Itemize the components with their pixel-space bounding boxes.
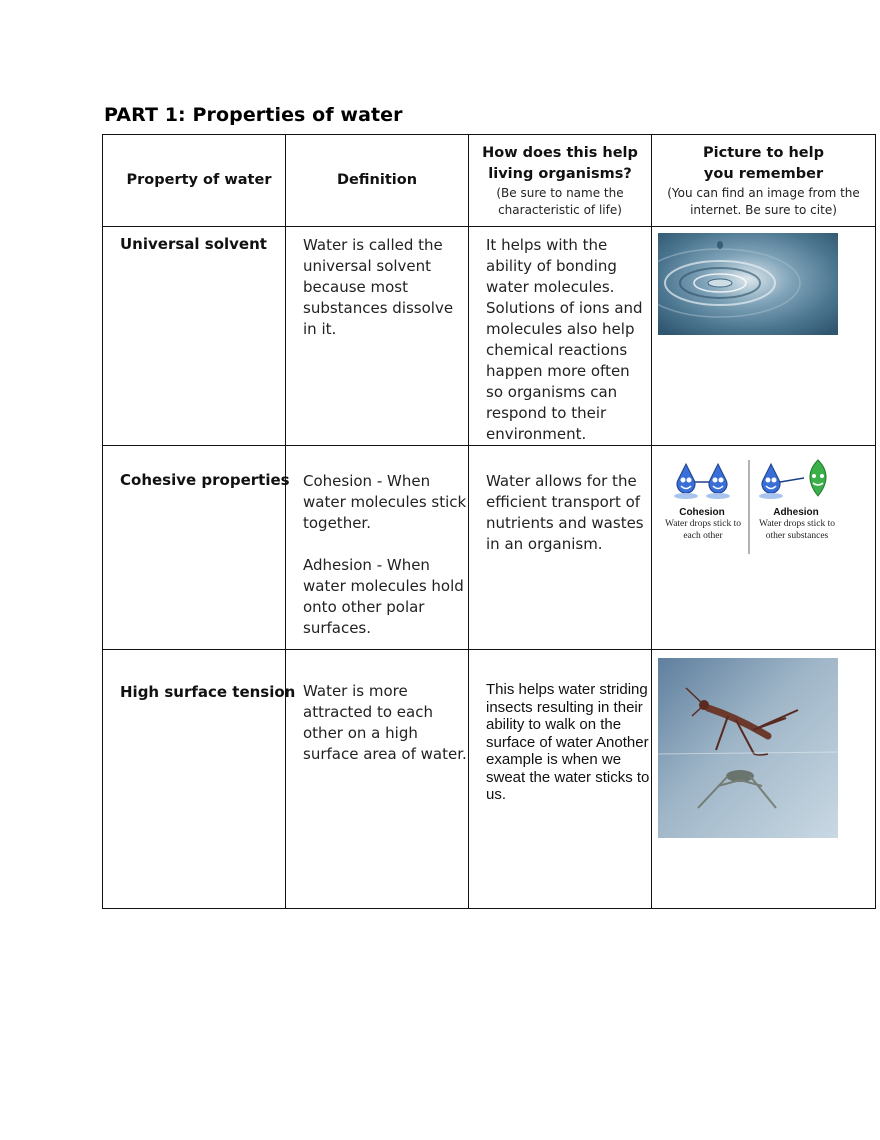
- water-strider-photo: [658, 658, 838, 838]
- adhesion-caption: Water drops stick to other substances: [758, 519, 835, 541]
- help-text: This helps water striding insects resulting in their ability to walk on the surface of water Another example is when we sweat the water sticks to us.: [469, 650, 652, 909]
- water-drop-character-icon: [759, 464, 783, 499]
- cohesion-adhesion-cartoon: [658, 456, 844, 556]
- definition-adhesion: Adhesion - When water molecules hold onto other polar surfaces.: [303, 556, 464, 637]
- table-row: [103, 650, 876, 909]
- help-text: Water allows for the efficient transport of nutrients and wastes in an organism.: [469, 446, 652, 650]
- picture-cell: [652, 446, 876, 650]
- definition-text: Water is called the universal solvent because most substances dissolve in it.: [286, 227, 469, 446]
- leaf-character-icon: [810, 460, 826, 496]
- water-drop-character-icon: [674, 464, 698, 499]
- table-header-row: [103, 135, 876, 227]
- header-property: Property of water: [103, 135, 286, 227]
- picture-cell: [652, 650, 876, 909]
- adhesion-label: Adhesion: [773, 507, 819, 518]
- cohesion-caption: Water drops stick to each other: [664, 519, 741, 541]
- table-row: [103, 227, 876, 446]
- definition-text: Water is more attracted to each other on a high surface area of water.: [286, 650, 469, 909]
- table-row: [103, 446, 876, 650]
- header-help: How does this help living organisms? (Be sure to name the characteristic of life): [469, 135, 652, 227]
- property-name: High surface tension: [103, 650, 286, 909]
- header-picture: Picture to help you remember (You can find an image from the internet. Be sure to cite): [652, 135, 876, 227]
- water-drop-ripple-image: [658, 233, 838, 335]
- picture-cell: [652, 227, 876, 446]
- definition-text: [286, 446, 469, 650]
- property-name: Universal solvent: [103, 227, 286, 446]
- properties-table: [102, 134, 876, 909]
- cohesion-label: Cohesion: [679, 507, 725, 518]
- help-text: It helps with the ability of bonding water molecules. Solutions of ions and molecules also help chemical reactions happen more often so organisms can respond to their environment.: [469, 227, 652, 446]
- water-drop-character-icon: [706, 464, 730, 499]
- header-definition: Definition: [286, 135, 469, 227]
- page-title: PART 1: Properties of water: [104, 104, 403, 126]
- definition-cohesion: Cohesion - When water molecules stick together.: [303, 472, 467, 532]
- property-name: Cohesive properties: [103, 446, 286, 650]
